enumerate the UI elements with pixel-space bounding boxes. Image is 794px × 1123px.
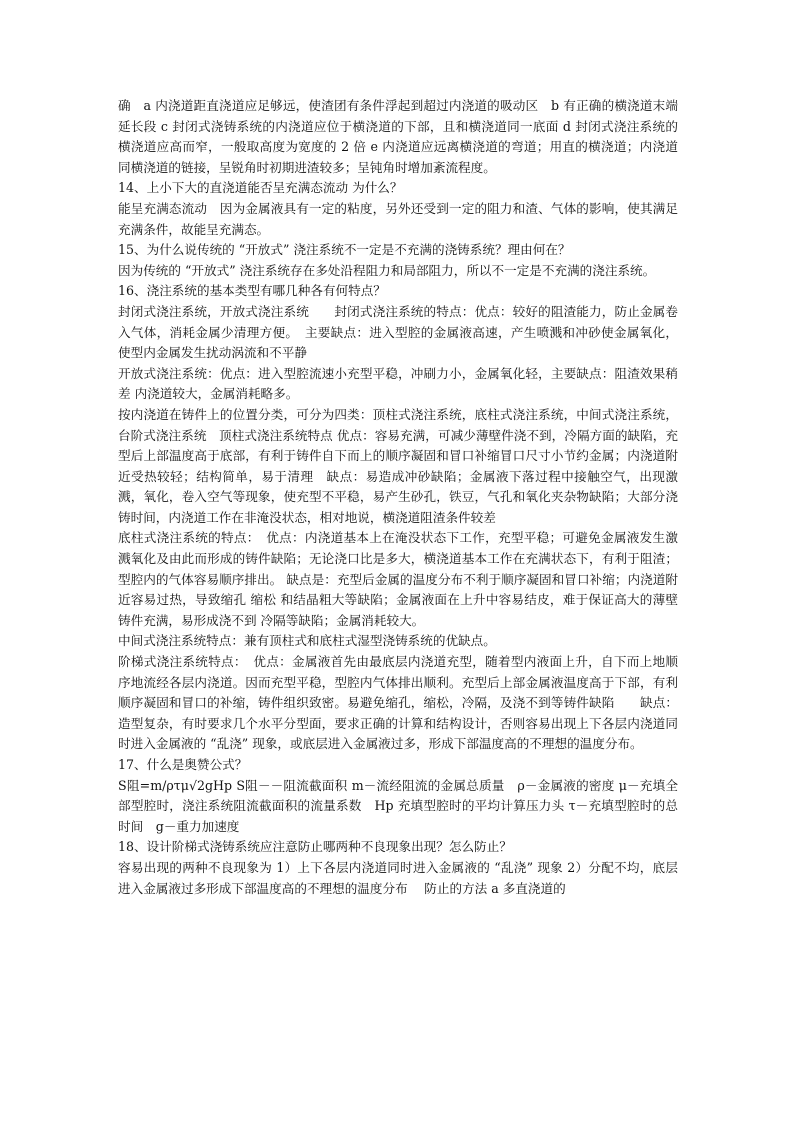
- question-14: 14、上小下大的直浇道能否呈充满态流动 为什么？: [118, 180, 403, 196]
- answer-18: 容易出现的两种不良现象为 1）上下各层内浇道同时进入金属液的 “乱浇” 现象 2）分配不均，底层进入金属液过多形成下部温度高的不理想的温度分布 防止的方法 a 多直浇道的: [118, 859, 678, 896]
- answer-14: 能呈充满态流动 因为金属液具有一定的粘度，另外还受到一定的阻力和渣、气体的影响，使其满足充满条件，故能呈充满态。: [118, 200, 678, 237]
- question-16: 16、浇注系统的基本类型有哪几种各有何特点？: [118, 283, 386, 299]
- answer-16-top-gating: 按内浇道在铸件上的位置分类，可分为四类：顶柱式浇注系统，底柱式浇注系统，中间式浇注系统，台阶式浇注系统 顶柱式浇注系统特点 优点：容易充满，可减少薄壁件浇不到，冷隔方面的缺陷，充型后上部温度高于底部，有利于铸件自下而上的顺序凝固和冒口补缩冒口尺寸小节约金属；内浇道附近受热较轻；结构简单，易于清理 缺点：易造成冲砂缺陷；金属液下落过程中接触空气，出现激溅，氧化，卷入空气等现象，使充型不平稳，易产生砂孔，铁豆，气孔和氧化夹杂物缺陷；大部分浇铸时间，内浇道工作在非淹没状态，相对地说，横浇道阻渣条件较差: [118, 406, 678, 525]
- document-page: [118, 96, 678, 899]
- answer-16-middle-gating: 中间式浇注系统特点：兼有顶柱式和底柱式湿型浇铸系统的优缺点。: [118, 633, 496, 649]
- question-15: 15、为什么说传统的 “开放式” 浇注系统不一定是不充满的浇铸系统？理由何在？: [118, 242, 571, 258]
- answer-15: 因为传统的 “开放式” 浇注系统存在多处沿程阻力和局部阻力，所以不一定是不充满的浇注系统。: [118, 262, 656, 278]
- answer-16-bottom-gating: 底柱式浇注系统的特点： 优点：内浇道基本上在淹没状态下工作，充型平稳；可避免金属液发生激溅氧化及由此而形成的铸件缺陷；无论浇口比是多大，横浇道基本工作在充满状态下，有利于阻渣；型腔内的气体容易顺序排出。 缺点是：充型后金属的温度分布不利于顺序凝固和冒口补缩；内浇道附近容易过热，导致缩孔 缩松 和结晶粗大等缺陷；金属液面在上升中容易结皮，难于保证高大的薄壁铸件充满，易形成浇不到 冷隔等缺陷；金属消耗较大。: [118, 530, 678, 628]
- answer-16-open-system: 开放式浇注系统：优点：进入型腔流速小充型平稳，冲刷力小，金属氧化轻，主要缺点：阻渣效果稍差 内浇道较大，金属消耗略多。: [118, 365, 678, 402]
- question-17: 17、什么是奥赞公式？: [118, 757, 248, 772]
- answer-16-step-gating: 阶梯式浇注系统特点： 优点：金属液首先由最底层内浇道充型，随着型内液面上升，自下而上地顺序地流经各层内浇道。因而充型平稳，型腔内气体排出顺利。充型后上部金属液温度高于下部，有利顺序凝固和冒口的补缩，铸件组织致密。易避免缩孔，缩松，冷隔，及浇不到等铸件缺陷 缺点：造型复杂，有时要求几个水平分型面，要求正确的计算和结构设计，否则容易出现上下各层内浇道同时进入金属液的 “乱浇” 现象，或底层进入金属液过多，形成下部温度高的不理想的温度分布。: [118, 654, 678, 752]
- answer-13-continued: 确 a 内浇道距直浇道应足够远，使渣团有条件浮起到超过内浇道的吸动区 b 有正确的横浇道末端延长段 c 封闭式浇铸系统的内浇道应位于横浇道的下部，且和横浇道同一底面 d 封闭式浇注系统的横浇道应高而窄，一般取高度为宽度的 2 倍 e 内浇道应远离横浇道的弯道；用直的横浇道；内浇道同横浇道的链接，呈锐角时初期进渣较多；呈钝角时增加紊流程度。: [118, 98, 678, 175]
- answer-16-closed-system: 封闭式浇注系统，开放式浇注系统 封闭式浇注系统的特点：优点：较好的阻渣能力，防止金属卷入气体，消耗金属少清理方便。 主要缺点：进入型腔的金属液高速，产生喷溅和冲砂使金属氧化，使型内金属发生扰动涡流和不平静: [118, 303, 678, 361]
- question-18: 18、设计阶梯式浇铸系统应注意防止哪两种不良现象出现？怎么防止？: [118, 839, 512, 855]
- answer-17-formula: S阻=m/ρτμ√2gHp S阻－－阻流截面积 m－流经阻流的金属总质量 ρ－金属液的密度 μ－充填全部型腔时，浇注系统阻流截面积的流量系数 Hp 充填型腔时的平均计算压力头 τ－充填型腔时的总时间 g－重力加速度: [118, 777, 678, 834]
